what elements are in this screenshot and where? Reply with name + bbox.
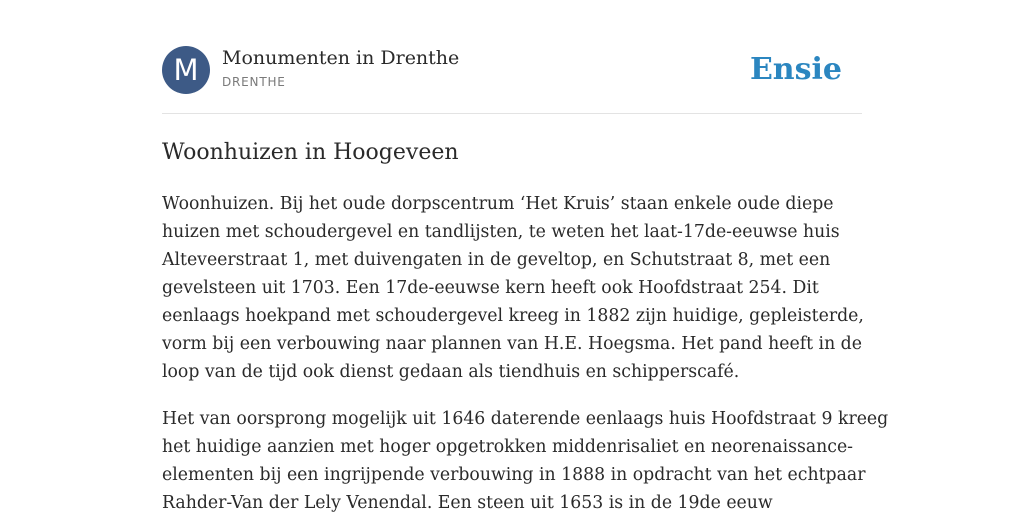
paragraph-line: het huidige aanzien met hoger opgetrokken middenrisaliet en neorenaissance- [162,437,854,457]
article-body [162,190,889,512]
paragraph-line: gevelsteen uit 1703. Een 17de-eeuwse kern heeft ook Hoofdstraat 254. Dit [162,278,819,298]
paragraph-line: Rahder-Van der Lely Venendal. Een steen uit 1653 is in de 19de eeuw [162,493,773,512]
paragraph-line: Woonhuizen. Bij het oude dorpscentrum ‘Het Kruis’ staan enkele oude diepe [162,194,834,214]
paragraph [162,405,889,512]
paragraph-line: elementen bij een ingrijpende verbouwing in 1888 in opdracht van het echtpaar [162,465,866,485]
source-header [162,46,862,96]
paragraph-line: huizen met schoudergevel en tandlijsten, te weten het laat-17de-eeuwse huis [162,222,840,242]
ensie-logo[interactable]: Ensie [749,52,842,87]
source-subtitle[interactable]: DRENTHE [222,75,286,89]
paragraph-line: loop van de tijd ook dienst gedaan als tiendhuis en schipperscafé. [162,362,740,382]
paragraph-line: eenlaags hoekpand met schoudergevel kreeg in 1882 zijn huidige, gepleisterde, [162,306,864,326]
paragraph-line: Alteveerstraat 1, met duivengaten in de geveltop, en Schutstraat 8, met een [162,250,831,270]
paragraph [162,190,866,386]
article-title: Woonhuizen in Hoogeveen [162,140,459,165]
avatar[interactable]: M [162,46,210,94]
paragraph-line: Het van oorsprong mogelijk uit 1646 daterende eenlaags huis Hoofdstraat 9 kreeg [162,409,889,429]
header-divider [162,113,862,114]
source-title[interactable]: Monumenten in Drenthe [222,47,460,69]
paragraph-line: vorm bij een verbouwing naar plannen van H.E. Hoegsma. Het pand heeft in de [162,334,862,354]
